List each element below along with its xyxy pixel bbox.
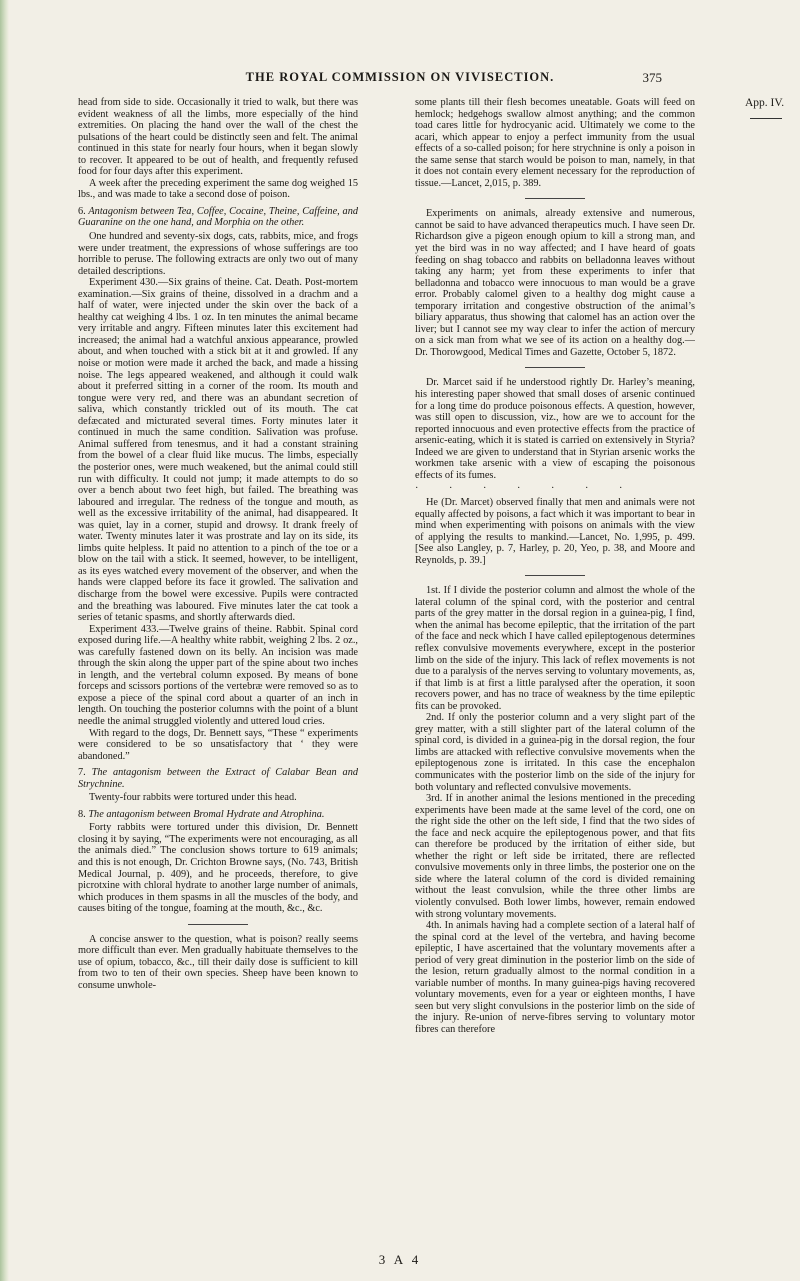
paragraph: head from side to side. Occasionally it tried to walk, but there was evident weakness of all the limbs, more especially of the hind extremities. On placing the hand over the wall of the chest the pulsations of the heart could be distinctly seen and felt. The animal continued in this state for nearly four hours, when it began slowly to recover. It appeared to be out of health, and frequently refused food for four days after this experiment. (78, 97, 358, 178)
section-heading: 8. The antagonism between Bromal Hydrate and Atrophina. (78, 808, 325, 820)
signature-mark: 3 A 4 (378, 1252, 422, 1267)
paragraph: A concise answer to the question, what is poison? really seems more difficult than ever. Men gradually habituate themselves to the use of opium, tobacco, &c., till their daily dose is sufficient to kill from two to ten of their own species. Sheep have been known to consume unwhole- (78, 933, 358, 991)
paragraph: With regard to the dogs, Dr. Bennett says, “These “ experiments were considered to be so unsatisfactory that ‘ they were abandoned.” (78, 727, 358, 762)
paragraph: Dr. Marcet said if he understood rightly Dr. Harley’s meaning, his interesting paper showed that small doses of arsenic continued for a long time do produce poisonous effects. A question, however, was still open to discussion, viz., how are we to account for the reported innocuous and even protective effects from the practice of arsenic-eating, which it is stated is carried on extensively in Styria? Indeed we are given to understand that in Styrian arsenic works the workmen take arsenic with a view of escaping the poisonous effects of its fumes. (415, 377, 695, 481)
paragraph: 4th. In animals having had a complete section of a lateral half of the spinal cord at the level of the vertebra, and having become epileptic, I have ascertained that the voluntary movements after a period of very great diminution in the posterior limb on the side of the lesion, return gradually almost to the normal condition in a variable number of months. In many guinea-pigs having recovered voluntary movements, even for a year or eighteen months, I have seen but very slight convulsions in the posterior limb on the side of the injury. Re-union of nerve-fibres serving to voluntary motor fibres can therefore (415, 920, 695, 1036)
separator-rule (525, 198, 585, 199)
right-column (415, 97, 695, 1232)
paragraph: Twenty-four rabbits were tortured under this head. (89, 792, 297, 804)
paragraph: Experiments on animals, already extensive and numerous, cannot be said to have advanced therapeutics much. I have seen Dr. Richardson give a pigeon enough opium to kill a strong man, and yet the bird was in no way affected; and I have heard of goats feeding on shag tobacco and rabbits on belladonna leaves without taking any harm; yet from these experiments to infer that belladonna and tobacco were innocuous to man would be a grave error. Probably calomel given to a healthy dog might cause a temporary irritation and congestive obstruction of the animal’s biliary apparatus, thus showing that calomel has an action over the liver; but I cannot see my way clear to infer the action of mercury on a sick man from what we see of its action on a healthy dog.—Dr. Thorowgood, Medical Times and Gazette, October 5, 1872. (415, 208, 695, 358)
left-column (78, 97, 358, 1232)
separator-rule (525, 575, 585, 576)
page-edge-shadow (0, 0, 9, 1281)
page-number: 375 (642, 70, 662, 85)
running-header (0, 70, 800, 90)
paragraph: Experiment 430.—Six grains of theine. Cat. Death. Post-mortem examination.—Six grains of theine, dissolved in a drachm and a half of water, were injected under the skin over the back of a healthy cat weighing 4 lbs. 1 oz. In ten minutes the animal became very irritable and angry. Fifteen minutes later this excitement had increased; the animal had a watchful anxious appearance, prowled about, and when touched with a stick bit at it and growled. If any noise or motion were made it arched the back, and made a hissing noise. The legs appeared weakened, and although it could walk about it preferred sitting in a corner of the room. Its mouth and tongue were very red, and there was an abundant secretion of saliva, which constantly trickled out of its mouth. The cat defæcated and micturated several times. Forty minutes later it continued in much the same condition. Salivation was profuse. Animal suffered from tenesmus, and it had a constant straining from the bowel of a clear fluid like mucus. The limbs, especially the posterior ones, were much weakened, but the animal could still run with difficulty. It could not jump; it made attempts to do so over a bench about two feet high, but failed. The breathing was laboured and irregular. The redness of the tongue and mouth, as well as the excessive irritability of the animal, had disappeared. It was quiet, lay in a corner, stupid and drowsy. It drank freely of water. Twenty minutes later it was prostrate and lay on its side, its limbs quite helpless. It paid no attention to a pinch of the toe or a blow on the tail with a stick. It seemed, however, to be intelligent, as its eyes watched every movement of the observer, and when the hands were clapped before its face it growled. The salivation and discharge from the bowel were excessive. Pupils were contracted and the breathing was laboured. Five minutes later the cat took a series of tetanic spasms, and shortly afterwards died. (78, 277, 358, 624)
paragraph: One hundred and seventy-six dogs, cats, rabbits, mice, and frogs were under treatment, the expressions of whose sufferings are too horrible to peruse. The following extracts are only two out of many detailed descriptions. (78, 231, 358, 277)
marginal-note: App. IV. (745, 97, 785, 109)
paragraph: 3rd. If in another animal the lesions mentioned in the preceding experiments have been made at the same level of the cord, one on the right side the other on the left side, I find that the two sides of the face and neck acquire the epileptogenous power, and that fits can therefore be produced by the irritation of either side, but whether the right or left side be irritated, there are reflected convulsive movements only in three limbs, the posterior one on the side where the lateral column of the cord is divided remaining without the least convulsion, while the three other limbs are violently convulsed. Both lower limbs, however, remain endowed with strong voluntary movements. (415, 793, 695, 920)
separator-rule (525, 367, 585, 368)
section-heading: 7. The antagonism between the Extract of Calabar Bean and Strychnine. (78, 767, 358, 790)
paragraph: He (Dr. Marcet) observed finally that men and animals were not equally affected by poisons, a fact which it was important to bear in mind when experimenting with poisons on animals with the view of applying the results to mankind.—Lancet, No. 1,995, p. 499. [See also Langley, p. 7, Harley, p. 20, Yeo, p. 38, and Moore and Reynolds, p. 39.] (415, 496, 695, 566)
header-title: THE ROYAL COMMISSION ON VIVISECTION. (245, 70, 555, 84)
paragraph: 1st. If I divide the posterior column and almost the whole of the lateral column of the spinal cord, with the posterior and central parts of the grey matter in the dorsal region in a guinea-pig, I find, when the animal has become epileptic, that the irritation of the part of the face and neck which I have called epileptogenous determines reflex convulsive movements everywhere, except in the posterior limb on the side of the injury. This lack of reflex movements is not due to a paralysis of the nerves serving to voluntary movements, as, if that limb is at first a little paralysed after the operation, it soon recovers power, and has no trace of weakness by the time epileptic fits can be provoked. (415, 585, 695, 712)
paragraph: A week after the preceding experiment the same dog weighed 15 lbs., and was made to take a second dose of poison. (78, 177, 358, 201)
separator-rule (188, 924, 248, 925)
marginal-rule (750, 118, 782, 119)
paragraph: some plants till their flesh becomes uneatable. Goats will feed on hemlock; hedgehogs swallow almost anything; and the common toad cares little for hydrocyanic acid. Ultimately we come to the acari, which appear to enjoy a perfect immunity from the usual effects of a so-called poison; for here strychnine is only a poison in the same sense that starch would be poison to man, namely, in that it does not contain every element necessary for the reproduction of tissue.—Lancet, 2,015, p. 389. (415, 97, 695, 189)
paragraph: Experiment 433.—Twelve grains of theine. Rabbit. Spinal cord exposed during life.—A healthy white rabbit, weighing 2 lbs. 2 oz., was carefully fastened down on its belly. An incision was made through the skin along the upper part of the spine about two inches in length, and the vertebral column exposed. By means of bone forceps and scissors portions of the vertebræ were removed so as to expose a piece of the spinal cord about a quarter of an inch in length. On touching the posterior columns with the point of a blunt needle the animal struggled violently and uttered loud cries. (78, 623, 358, 727)
paragraph: Forty rabbits were tortured under this division, Dr. Bennett closing it by saying, “The experiments were not encouraging, as all the animals died.” The conclusion shows torture to 619 animals; and this is not enough, Dr. Crichton Browne says, (No. 743, British Medical Journal, p. 409), and he proceeds, therefore, to give picrotxine with chloral hydrate to another large number of animals, which produces in them spasms in all the muscles of the body, and causes biting of the tongue, foaming at the mouth, &c., &c. (78, 822, 358, 915)
paragraph: 2nd. If only the posterior column and a very slight part of the grey matter, with a still slighter part of the lateral column of the spinal cord, is divided in a guinea-pig in the dorsal region, the four limbs are attacked with reflective convulsive movements when the epileptogenous zone is irritated. In this case the encephalon communicates with the posterior limb on the side of the injury for both voluntary and reflected convulsive movements. (415, 712, 695, 793)
section-heading: 6. Antagonism between Tea, Coffee, Cocaine, Theine, Caffeine, and Guaranine on the one hand, and Morphia on the other. (78, 205, 358, 229)
ellipsis-dots: · · · · · · · (415, 483, 637, 495)
